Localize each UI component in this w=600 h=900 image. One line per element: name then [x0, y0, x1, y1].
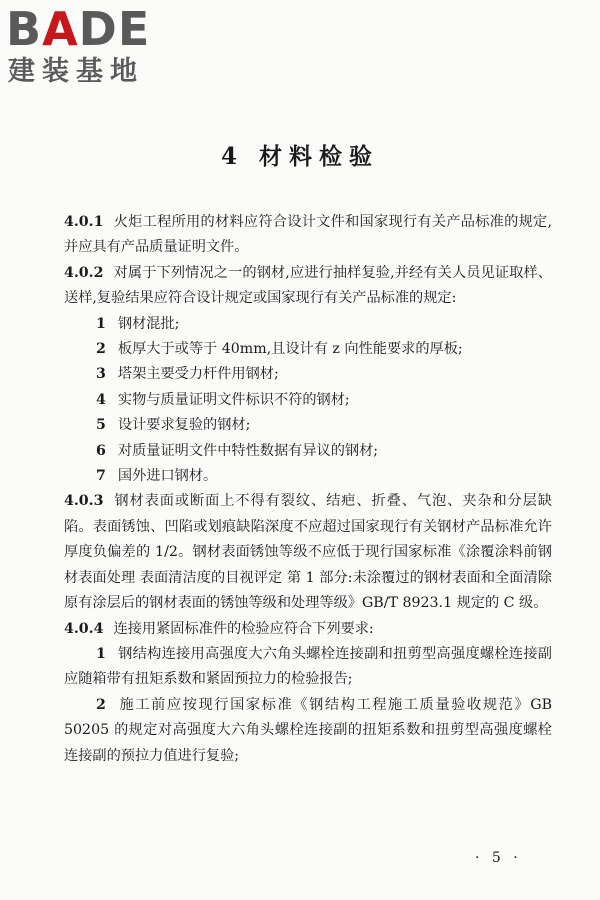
document-body: [64, 210, 552, 769]
bade-logo: [6, 4, 181, 92]
list-item: [64, 464, 552, 489]
item-text: 塔架主要受力杆件用钢材;: [117, 366, 279, 383]
clause-4-0-2: [64, 261, 552, 312]
page-number: · 5 ·: [475, 850, 522, 866]
list-item: [64, 642, 552, 693]
clause-4-0-4: [64, 617, 552, 642]
list-item: [64, 439, 552, 464]
item-text: 板厚大于或等于 40mm,且设计有 z 向性能要求的厚板;: [117, 341, 463, 358]
item-number: 4: [96, 391, 106, 408]
item-text: 钢材混批;: [117, 315, 180, 332]
list-item: [64, 312, 552, 337]
logo-cjk-text: 建装基地: [8, 56, 144, 87]
item-text: 设计要求复验的钢材;: [117, 417, 251, 434]
list-item: [64, 413, 552, 438]
clause-number: 4.0.2: [64, 264, 104, 281]
list-item: [64, 388, 552, 413]
item-text: 施工前应按现行国家标准《钢结构工程施工质量验收规范》GB 50205 的规定对高强度大六角头螺栓连接副的扭矩系数和扭剪型高强度螺栓连接副的预拉力值进行复验;: [64, 696, 552, 764]
clause-number: 4.0.4: [64, 620, 104, 637]
logo-latin-text: BADE: [6, 2, 151, 56]
item-text: 对质量证明文件中特性数据有异议的钢材;: [117, 442, 379, 459]
item-number: 3: [96, 366, 106, 383]
item-number: 2: [96, 696, 106, 713]
item-number: 1: [96, 645, 106, 662]
item-number: 1: [96, 315, 106, 332]
clause-4-0-1: [64, 210, 552, 261]
item-text: 钢结构连接用高强度大六角头螺栓连接副和扭剪型高强度螺栓连接副应随箱带有扭矩系数和紧固预拉力的检验报告;: [64, 645, 552, 688]
item-number: 6: [96, 442, 106, 459]
clause-text: 连接用紧固标准件的检验应符合下列要求:: [113, 620, 374, 637]
item-text: 实物与质量证明文件标识不符的钢材;: [117, 391, 350, 408]
clause-text: 对属于下列情况之一的钢材,应进行抽样复验,并经有关人员见证取样、送样,复验结果应符合设计规定或国家现行有关产品标准的规定:: [64, 264, 552, 307]
clause-number: 4.0.1: [64, 214, 104, 230]
clause-4-0-3: [64, 489, 552, 616]
list-item: [64, 362, 552, 387]
list-item: [64, 693, 552, 769]
list-item: [64, 337, 552, 362]
item-number: 2: [96, 341, 106, 358]
clause-text: 火炬工程所用的材料应符合设计文件和国家现行有关产品标准的规定,并应具有产品质量证明文件。: [64, 214, 552, 256]
item-number: 7: [96, 468, 106, 485]
clause-number: 4.0.3: [64, 493, 104, 510]
item-number: 5: [96, 417, 106, 434]
item-text: 国外进口钢材。: [117, 468, 218, 485]
chapter-title: 4 材料检验: [220, 143, 379, 170]
clause-text: 钢材表面或断面上不得有裂纹、结疤、折叠、气泡、夹杂和分层缺陷。表面锈蚀、凹陷或划痕缺陷深度不应超过国家现行有关钢材产品标准允许厚度负偏差的 1/2。钢材表面锈蚀等级不应低于现行国家标准《涂覆涂料前钢材表面处理 表面清洁度的目视评定 第 1 部分:未涂覆过的钢材表面和全面清除原有涂层后的钢材表面的锈蚀等级和处理等级》GB/T 8923.1 规定的 C 级。: [64, 493, 552, 612]
